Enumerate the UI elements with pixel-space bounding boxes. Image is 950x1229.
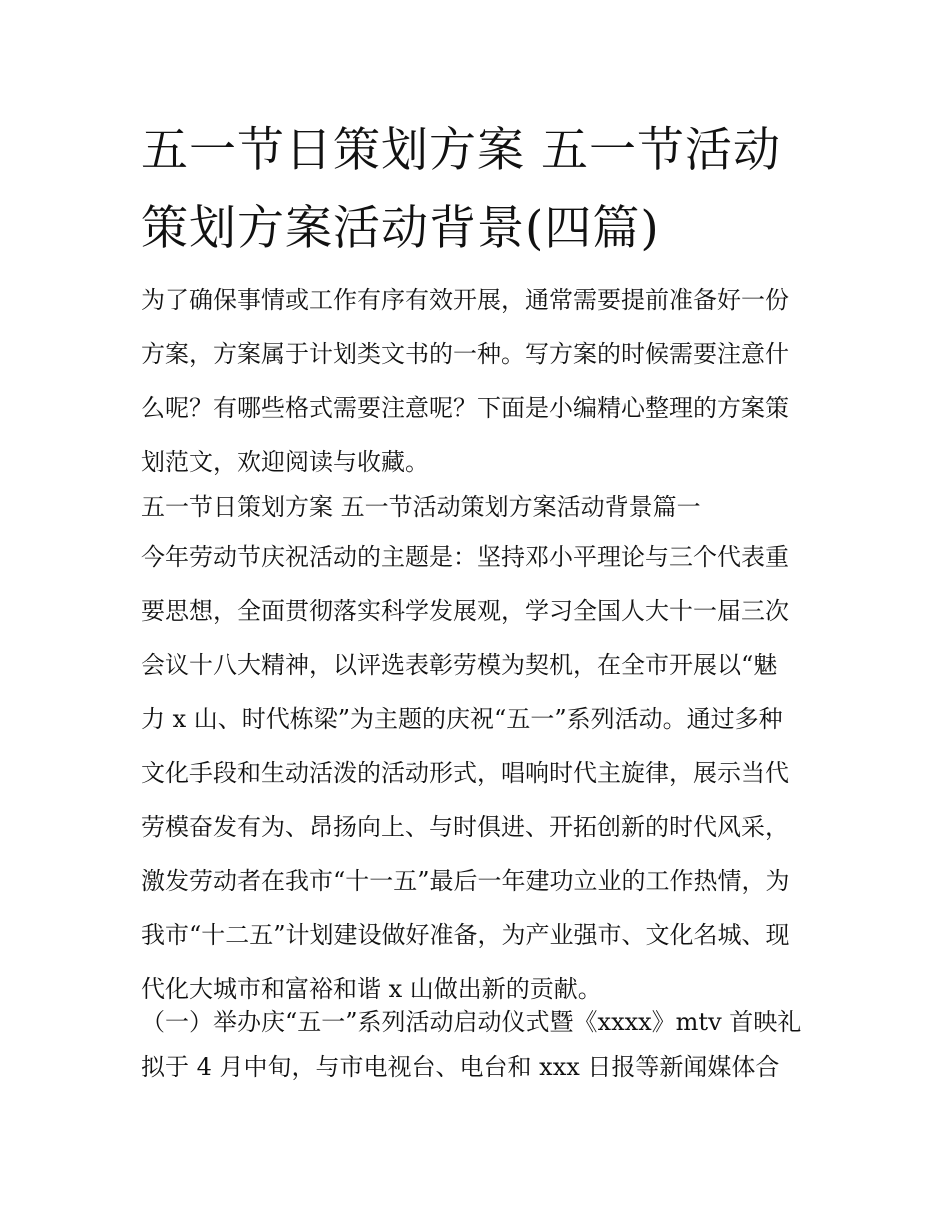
title-line: 五一节日策划方案 五一节活动 (141, 123, 781, 178)
intro-line: 划范文，欢迎阅读与收藏。 (141, 448, 429, 476)
body-paragraph (141, 1040, 813, 1094)
paragraph-line: 要思想，全面贯彻落实科学发展观，学习全国人大十一届三次 (141, 597, 789, 625)
intro-line: 为了确保事情或工作有序有效开展，通常需要提前准备好一份 (141, 286, 789, 314)
paragraph-line: 激发劳动者在我市“十一五”最后一年建功立业的工作热情，为 (141, 867, 790, 895)
paragraph-line: 劳模奋发有为、昂扬向上、与时俱进、开拓创新的时代风采， (141, 813, 789, 841)
document-title (141, 112, 821, 268)
paragraph-line: 会议十八大精神，以评选表彰劳模为契机，在全市开展以“魅 (141, 651, 778, 679)
section-heading (141, 480, 813, 534)
paragraph-line: 力 x 山、时代栋梁”为主题的庆祝“五一”系列活动。通过多种 (141, 705, 783, 733)
intro-paragraph (141, 273, 813, 489)
paragraph-line: 我市“十二五”计划建设做好准备，为产业强市、文化名城、现 (141, 921, 790, 949)
intro-line: 方案，方案属于计划类文书的一种。写方案的时候需要注意什 (141, 340, 789, 368)
section-heading-text: 五一节日策划方案 五一节活动策划方案活动背景篇一 (141, 493, 701, 521)
body-paragraph (141, 530, 813, 1016)
title-line: 策划方案活动背景(四篇) (141, 201, 660, 256)
paragraph-line: 文化手段和生动活泼的活动形式，唱响时代主旋律，展示当代 (141, 759, 789, 787)
paragraph-line: 拟于 4 月中旬，与市电视台、电台和 xxx 日报等新闻媒体合 (141, 1053, 780, 1081)
paragraph-line: 今年劳动节庆祝活动的主题是：坚持邓小平理论与三个代表重 (141, 543, 789, 571)
paragraph-line: 代化大城市和富裕和谐 x 山做出新的贡献。 (141, 975, 602, 1003)
intro-line: 么呢？有哪些格式需要注意呢？下面是小编精心整理的方案策 (141, 394, 789, 422)
subsection-heading-text: （一）举办庆“五一”系列活动启动仪式暨《xxxx》mtv 首映礼 (141, 1008, 802, 1036)
